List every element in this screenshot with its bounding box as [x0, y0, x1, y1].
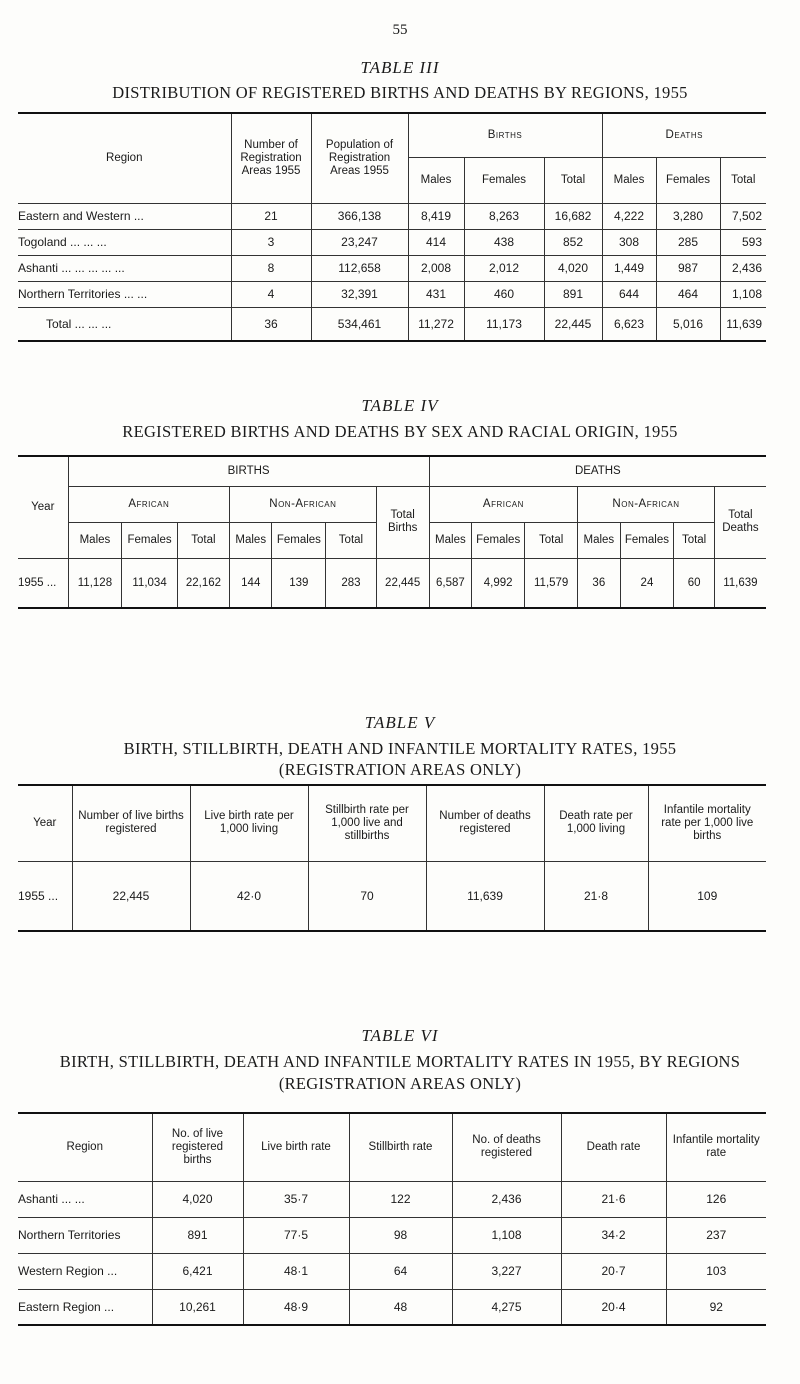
t6-ir: 237	[666, 1217, 766, 1253]
t4-h-dam: Males	[429, 522, 471, 558]
t3-bt: 22,445	[544, 307, 602, 341]
t4-daf: 4,992	[472, 558, 525, 608]
table6-title: TABLE VI	[361, 1026, 439, 1045]
t3-dt: 7,502	[720, 203, 766, 229]
t5-deaths: 11,639	[426, 861, 544, 931]
t6-live: 10,261	[152, 1289, 243, 1325]
t6-deaths: 1,108	[452, 1217, 561, 1253]
t5-h-deaths: Number of deaths registered	[426, 785, 544, 861]
t3-dm: 6,623	[602, 307, 656, 341]
table6	[18, 1112, 766, 1326]
t4-h-dnm: Males	[578, 522, 620, 558]
t4-h-baf: Females	[122, 522, 177, 558]
t4-h-bnt: Total	[326, 522, 376, 558]
table5-title: TABLE V	[364, 713, 436, 732]
t6-live: 6,421	[152, 1253, 243, 1289]
t6-region: Northern Territories	[18, 1228, 121, 1242]
t6-h-deaths: No. of deaths registered	[452, 1113, 561, 1181]
t3-bf: 460	[464, 281, 544, 307]
t4-h-bat: Total	[177, 522, 229, 558]
t6-region: Eastern Region ...	[18, 1299, 115, 1314]
t4-h-d-african: African	[429, 486, 577, 522]
t3-pop: 366,138	[311, 203, 408, 229]
t6-dr: 34·2	[561, 1217, 666, 1253]
t3-h-d-males: Males	[602, 157, 656, 203]
table-row	[18, 1253, 766, 1289]
table3	[18, 112, 766, 342]
t3-pop: 32,391	[311, 281, 408, 307]
t6-sr: 98	[349, 1217, 452, 1253]
t4-bnm: 144	[230, 558, 272, 608]
t5-death-rate: 21·8	[544, 861, 648, 931]
t4-h-bnf: Females	[272, 522, 326, 558]
t6-dr: 20·7	[561, 1253, 666, 1289]
t3-df: 464	[656, 281, 720, 307]
t4-h-total-births: Total Births	[376, 486, 429, 558]
t6-dr: 20·4	[561, 1289, 666, 1325]
t6-sr: 64	[349, 1253, 452, 1289]
t6-sr: 48	[349, 1289, 452, 1325]
t3-bt: 4,020	[544, 255, 602, 281]
table-row	[18, 229, 766, 255]
t5-year: 1955 ...	[18, 888, 59, 903]
t3-pop: 112,658	[311, 255, 408, 281]
t3-region: Ashanti ... ... ... ... ...	[18, 261, 125, 275]
t5-h-stillbirth-rate: Stillbirth rate per 1,000 live and stillbirths	[308, 785, 426, 861]
t4-dam: 6,587	[429, 558, 471, 608]
t6-dr: 21·6	[561, 1181, 666, 1217]
table-total-row	[18, 307, 766, 341]
t3-pop: 23,247	[311, 229, 408, 255]
table-row	[18, 255, 766, 281]
table6-subtitle-2: (REGISTRATION AREAS ONLY)	[278, 1074, 522, 1093]
t3-pop: 534,461	[311, 307, 408, 341]
t6-ir: 92	[666, 1289, 766, 1325]
t4-tb: 22,445	[376, 558, 429, 608]
t4-h-d-nonafrican: Non-African	[578, 486, 715, 522]
t4-h-dnt: Total	[674, 522, 714, 558]
t3-areas: 21	[231, 203, 311, 229]
table3-title: TABLE III	[360, 58, 440, 77]
t3-bm: 414	[408, 229, 464, 255]
t3-bm: 11,272	[408, 307, 464, 341]
t4-h-total-deaths: Total Deaths	[714, 486, 766, 558]
t3-bt: 852	[544, 229, 602, 255]
t3-h-births: Births	[408, 113, 602, 157]
t4-bam: 11,128	[68, 558, 122, 608]
t4-h-year: Year	[31, 500, 55, 513]
t4-h-b-nonafrican: Non-African	[230, 486, 377, 522]
t6-br: 77·5	[243, 1217, 349, 1253]
t3-bm: 2,008	[408, 255, 464, 281]
t6-ir: 103	[666, 1253, 766, 1289]
t3-bt: 16,682	[544, 203, 602, 229]
t3-dt: 2,436	[720, 255, 766, 281]
t3-region: Total ... ... ...	[46, 316, 112, 331]
t5-h-year: Year	[33, 816, 57, 829]
table4	[18, 455, 766, 609]
t3-dm: 1,449	[602, 255, 656, 281]
t5-live-births: 22,445	[72, 861, 190, 931]
t4-baf: 11,034	[122, 558, 177, 608]
table4-subtitle: REGISTERED BIRTHS AND DEATHS BY SEX AND RACIAL ORIGIN, 1955	[122, 422, 678, 441]
table3-subtitle: DISTRIBUTION OF REGISTERED BIRTHS AND DEATHS BY REGIONS, 1955	[112, 83, 688, 102]
t4-h-deaths: DEATHS	[429, 456, 766, 486]
table-row	[18, 1289, 766, 1325]
t3-areas: 3	[231, 229, 311, 255]
t6-br: 35·7	[243, 1181, 349, 1217]
t6-region: Ashanti ... ...	[18, 1192, 85, 1206]
t3-df: 285	[656, 229, 720, 255]
t3-h-b-total: Total	[544, 157, 602, 203]
t3-dm: 644	[602, 281, 656, 307]
t3-bm: 431	[408, 281, 464, 307]
t6-h-death-rate: Death rate	[561, 1113, 666, 1181]
t4-td: 11,639	[714, 558, 766, 608]
t3-df: 987	[656, 255, 720, 281]
t5-stillbirth-rate: 70	[308, 861, 426, 931]
t3-h-deaths: Deaths	[602, 113, 766, 157]
t3-dm: 4,222	[602, 203, 656, 229]
t3-df: 5,016	[656, 307, 720, 341]
t4-h-b-african: African	[68, 486, 229, 522]
table5	[18, 784, 766, 932]
t3-h-population: Population of Registration Areas 1955	[311, 113, 408, 203]
t3-bf: 11,173	[464, 307, 544, 341]
table6-subtitle-1: BIRTH, STILLBIRTH, DEATH AND INFANTILE MORTALITY RATES IN 1955, BY REGIONS	[59, 1052, 741, 1071]
t3-dt: 1,108	[720, 281, 766, 307]
t4-dat: 11,579	[525, 558, 578, 608]
table-row	[18, 203, 766, 229]
table-row	[18, 281, 766, 307]
t4-h-bam: Males	[68, 522, 122, 558]
t6-br: 48·1	[243, 1253, 349, 1289]
t3-areas: 8	[231, 255, 311, 281]
t4-bat: 22,162	[177, 558, 229, 608]
t6-h-live-births: No. of live registered births	[152, 1113, 243, 1181]
table-row	[18, 1217, 766, 1253]
t3-region: Northern Territories ... ...	[18, 287, 148, 301]
t4-h-bnm: Males	[230, 522, 272, 558]
table-row	[18, 861, 766, 931]
t5-h-birth-rate: Live birth rate per 1,000 living	[190, 785, 308, 861]
page-number: 55	[392, 22, 408, 38]
t3-dm: 308	[602, 229, 656, 255]
t3-bt: 891	[544, 281, 602, 307]
t5-h-live-births: Number of live births registered	[72, 785, 190, 861]
t6-deaths: 3,227	[452, 1253, 561, 1289]
table-row	[18, 1181, 766, 1217]
t5-h-infant-rate: Infantile mortality rate per 1,000 live births	[648, 785, 766, 861]
table-row	[18, 558, 766, 608]
t4-bnt: 283	[326, 558, 376, 608]
t3-h-region: Region	[106, 151, 143, 164]
t6-h-infant-rate: Infantile mortality rate	[666, 1113, 766, 1181]
t6-br: 48·9	[243, 1289, 349, 1325]
t3-bm: 8,419	[408, 203, 464, 229]
t3-areas: 4	[231, 281, 311, 307]
t6-sr: 122	[349, 1181, 452, 1217]
t6-h-region: Region	[66, 1140, 103, 1153]
t6-region: Western Region ...	[18, 1264, 118, 1278]
t4-dnf: 24	[620, 558, 674, 608]
t4-h-daf: Females	[472, 522, 525, 558]
t3-df: 3,280	[656, 203, 720, 229]
t5-birth-rate: 42·0	[190, 861, 308, 931]
t5-h-death-rate: Death rate per 1,000 living	[544, 785, 648, 861]
t6-live: 891	[152, 1217, 243, 1253]
t4-dnt: 60	[674, 558, 714, 608]
t3-dt: 593	[720, 229, 766, 255]
t6-h-birth-rate: Live birth rate	[243, 1113, 349, 1181]
t3-h-areas: Number of Registration Areas 1955	[231, 113, 311, 203]
t4-dnm: 36	[578, 558, 620, 608]
t6-deaths: 4,275	[452, 1289, 561, 1325]
t3-h-b-females: Females	[464, 157, 544, 203]
t6-ir: 126	[666, 1181, 766, 1217]
t3-dt: 11,639	[720, 307, 766, 341]
t3-bf: 8,263	[464, 203, 544, 229]
t6-deaths: 2,436	[452, 1181, 561, 1217]
t4-year: 1955 ...	[18, 576, 57, 589]
t4-h-births: BIRTHS	[68, 456, 429, 486]
table4-title: TABLE IV	[361, 396, 439, 415]
t3-bf: 2,012	[464, 255, 544, 281]
t6-h-stillbirth-rate: Stillbirth rate	[349, 1113, 452, 1181]
t3-h-d-total: Total	[720, 157, 766, 203]
t5-infant-rate: 109	[648, 861, 766, 931]
t4-h-dat: Total	[525, 522, 578, 558]
t3-areas: 36	[231, 307, 311, 341]
t3-region: Togoland ... ... ...	[18, 235, 107, 249]
t3-h-b-males: Males	[408, 157, 464, 203]
t4-bnf: 139	[272, 558, 326, 608]
t3-region: Eastern and Western ...	[18, 209, 144, 223]
t3-h-d-females: Females	[656, 157, 720, 203]
t6-live: 4,020	[152, 1181, 243, 1217]
table5-subtitle-1: BIRTH, STILLBIRTH, DEATH AND INFANTILE MORTALITY RATES, 1955	[123, 739, 677, 758]
t4-h-dnf: Females	[620, 522, 674, 558]
table5-subtitle-2: (REGISTRATION AREAS ONLY)	[278, 760, 522, 779]
t3-bf: 438	[464, 229, 544, 255]
